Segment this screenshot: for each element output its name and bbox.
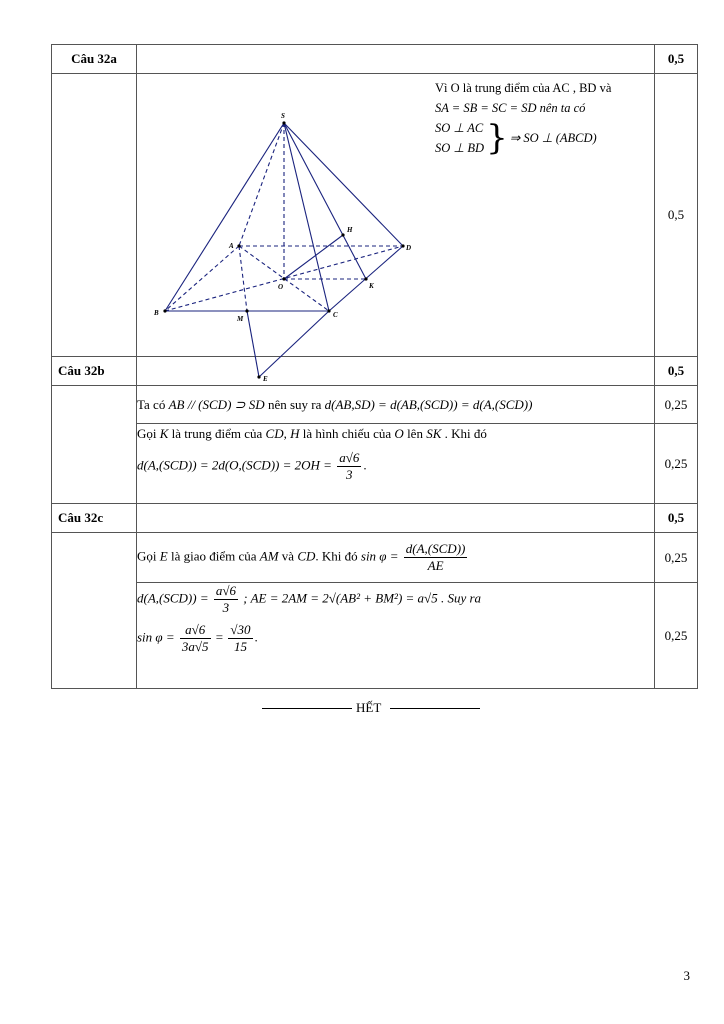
end-rule-right xyxy=(390,708,480,709)
q32c-row2 xyxy=(52,583,698,689)
answer-table xyxy=(51,44,698,689)
edge-OH xyxy=(284,235,343,279)
label-M: M xyxy=(237,315,244,323)
reason-system xyxy=(435,118,657,158)
q32b-r2-eq: d(A,(SCD)) = 2d(O,(SCD)) = 2OH = xyxy=(137,457,332,473)
label-E: E xyxy=(263,375,268,383)
q32b-r1-formula2: d(AB,SD) = d(AB,(SCD)) = d(A,(SCD)) xyxy=(324,396,533,412)
q32b-r2-score: 0,25 xyxy=(664,455,688,471)
reason-line2: SA = SB = SC = SD nên ta có xyxy=(435,101,586,115)
t1: Gọi xyxy=(137,426,157,441)
q32b-r2-line2 xyxy=(137,450,654,483)
q32b-score: 0,5 xyxy=(655,357,698,386)
q32b-r1-formula1: AB // (SCD) ⊃ SD xyxy=(168,396,265,412)
q32c-fraction2 xyxy=(214,583,238,616)
edge-SB xyxy=(165,123,284,311)
q32b-row1 xyxy=(52,386,698,424)
label-C: C xyxy=(333,311,338,319)
t2: K xyxy=(159,426,169,441)
q32b-r1-pre: Ta có xyxy=(137,396,166,412)
q32c-r1-score: 0,25 xyxy=(664,549,688,565)
q32b-header-row xyxy=(52,357,698,386)
q32c-l1a: d(A,(SCD)) = xyxy=(137,590,209,606)
system-line2: SO ⊥ BD xyxy=(435,141,485,155)
q32c-fraction3 xyxy=(180,622,211,655)
reason-line1: Vì O là trung điểm của AC , BD và xyxy=(435,81,612,95)
c4: AM xyxy=(259,548,279,564)
q32a-content xyxy=(137,74,655,383)
end-rule-left xyxy=(262,708,352,709)
q32a-label: Câu 32a xyxy=(52,45,137,74)
q32c-n3: √30 xyxy=(230,622,251,637)
q32b-num: a√6 xyxy=(339,450,360,465)
q32a-header-row xyxy=(52,45,698,74)
q32c-d3: 15 xyxy=(233,639,247,654)
label-A: A xyxy=(229,242,234,250)
q32b-r1-mid: nên suy ra xyxy=(267,396,322,412)
q32c-header-row xyxy=(52,504,698,533)
q32c-r2-line2 xyxy=(137,622,654,655)
q32a-sub-score: 0,5 xyxy=(667,207,685,222)
label-K: K xyxy=(369,282,374,290)
edge-SD xyxy=(284,123,403,246)
c8: sin φ = xyxy=(360,548,399,564)
edge-SA xyxy=(239,123,284,246)
t7: là hình chiếu của xyxy=(302,426,392,441)
q32c-eq: = xyxy=(215,629,224,645)
c6: CD xyxy=(297,548,316,564)
end-marker xyxy=(262,700,480,716)
t9: lên xyxy=(407,426,423,441)
system-conclusion: ⇒ SO ⊥ (ABCD) xyxy=(509,131,597,145)
q32c-row1 xyxy=(52,533,698,583)
q32a-score: 0,5 xyxy=(655,45,698,74)
q32c-den1: AE xyxy=(427,558,444,573)
q32c-d2: 3a√5 xyxy=(181,639,209,654)
label-B: B xyxy=(154,309,159,317)
q32c-n2: a√6 xyxy=(180,622,211,639)
pyramid-diagram xyxy=(137,74,437,383)
q32b-label: Câu 32b xyxy=(52,357,137,386)
q32b-dot: . xyxy=(363,457,367,473)
t6: H xyxy=(290,426,300,441)
q32b-r1-score: 0,25 xyxy=(664,396,688,412)
system-brace: } xyxy=(486,118,508,158)
system-line1: SO ⊥ AC xyxy=(435,121,484,135)
label-S: S xyxy=(281,112,285,120)
edge-AM xyxy=(239,246,247,311)
q32c-r2-score: 0,25 xyxy=(664,627,688,643)
q32c-score: 0,5 xyxy=(655,504,698,533)
c2: E xyxy=(159,548,168,564)
q32a-body-row xyxy=(52,74,698,357)
q32c-label: Câu 32c xyxy=(52,504,137,533)
page-number: 3 xyxy=(683,968,690,983)
q32b-row2 xyxy=(52,424,698,504)
q32b-r2-line1 xyxy=(137,426,654,442)
q32c-l2a: sin φ = xyxy=(137,629,175,645)
c3: là giao điểm của xyxy=(170,548,257,564)
t4: CD xyxy=(265,426,284,441)
q32c-r2-line1 xyxy=(137,583,654,616)
c5: và xyxy=(281,548,295,564)
q32b-fraction xyxy=(337,450,361,483)
edge-SK xyxy=(284,123,366,279)
c7: . Khi đó xyxy=(315,548,358,564)
t3: là trung điểm của xyxy=(171,426,263,441)
t8: O xyxy=(394,426,404,441)
q32c-fraction4 xyxy=(228,622,252,655)
q32c-num1: d(A,(SCD)) xyxy=(405,541,466,556)
c1: Gọi xyxy=(137,548,157,564)
q32c-d1: 3 xyxy=(222,600,230,615)
q32a-reason xyxy=(435,78,657,158)
end-text: HẾT xyxy=(356,700,382,715)
label-D: D xyxy=(406,244,412,252)
t11: . Khi đó xyxy=(444,426,487,441)
q32c-l1b: ; AE = 2AM = 2√(AB² + BM²) = a√5 . Suy ra xyxy=(243,590,482,606)
q32c-n1: a√6 xyxy=(215,583,236,598)
q32c-fraction1 xyxy=(404,541,468,574)
label-H: H xyxy=(347,226,353,234)
q32b-den: 3 xyxy=(346,467,353,482)
t10: SK xyxy=(426,426,442,441)
q32c-dot: . xyxy=(254,629,258,645)
label-O: O xyxy=(278,283,284,291)
t5: , xyxy=(283,426,287,441)
